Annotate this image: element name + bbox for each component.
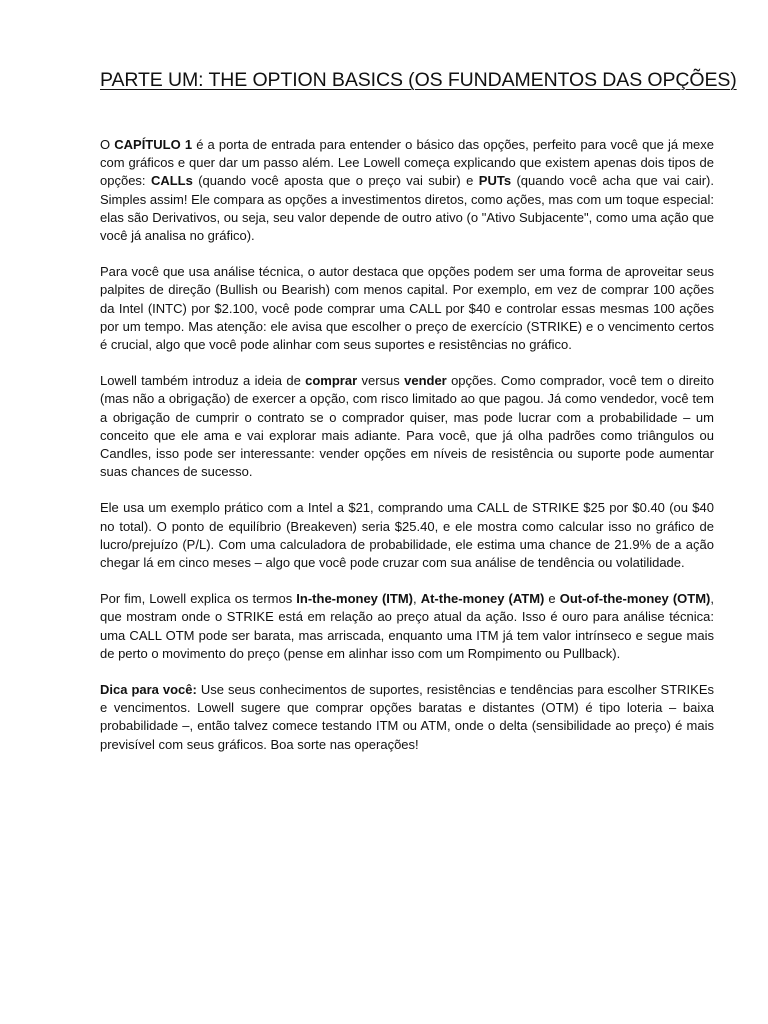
bold-term: CALLs	[150, 173, 193, 189]
text-segment: opções. Como comprador, você tem o direito (mas não a obrigação) de exercer a opção, com risco limitado ao que pagou. Já como vendedor, você tem a obrigação de cumprir o contrato se o comprador quiser, mas pode lucrar com a probabilidade – um conceito que ele ama e vai explorar mais adiante. Para você, que já olha padrões como triângulos ou Candles, isso pode ser interessante: vender opções em níveis de resistência ou suporte pode aumentar suas chances de sucesso.	[100, 373, 714, 480]
text-segment: é a porta de entrada para entender o básico das opções, perfeito para você que já mexe com gráficos e quer dar um passo além. Lee Lowell começa explicando que existem apenas dois tipos de opções:	[100, 137, 714, 189]
text-segment: Lowell também introduz a ideia de	[100, 373, 306, 389]
text-segment: (quando você aposta que o preço vai subir) e	[192, 173, 479, 189]
document-title: PARTE UM: THE OPTION BASICS (OS FUNDAMENTOS DAS OPÇÕES)	[100, 69, 737, 91]
text-segment: Para você que usa análise técnica, o autor destaca que opções podem ser uma forma de aproveitar seus palpites de direção (Bullish ou Bearish) com menos capital. Por exemplo, em vez de comprar 100 ações da Intel (INTC) por $2.100, você pode comprar uma CALL por $40 e controlar essas mesmas 100 ações por um tempo. Mas atenção: ele avisa que escolher o preço de exercício (STRIKE) e o vencimento certos é crucial, algo que você pode alinhar com seus suportes e resistências no gráfico.	[100, 264, 714, 353]
text-segment: Ele usa um exemplo prático com a Intel a $21, comprando uma CALL de STRIKE $25 por $0.40 (ou $40 no total). O ponto de equilíbrio (Breakeven) seria $25.40, e ele mostra como calcular isso no gráfico de lucro/prejuízo (P/L). Com uma calculadora de probabilidade, ele estima uma chance de 21.9% de a ação chegar lá em cinco meses – algo que você pode cruzar com sua análise de tendência ou volatilidade.	[100, 500, 714, 571]
text-segment: e	[544, 591, 560, 607]
bold-term: comprar	[305, 373, 358, 389]
document-page	[100, 66, 737, 772]
paragraph-chapter-intro	[100, 136, 714, 245]
text-segment: , que mostram onde o STRIKE está em relação ao preço atual da ação. Isso é ouro para análise técnica: uma CALL OTM pode ser barata, mas arriscada, enquanto uma ITM já tem valor intrínseco e segue mais de perto o movimento do preço (pense em alinhar isso com um Rompimento ou Pullback).	[100, 591, 714, 661]
bold-term: In-the-money (ITM)	[296, 591, 414, 607]
bold-term: PUTs	[478, 173, 512, 189]
text-segment: versus	[357, 373, 405, 389]
bold-term: CAPÍTULO 1	[114, 137, 193, 152]
text-segment: Por fim, Lowell explica os termos	[100, 591, 297, 607]
paragraph-tip	[100, 681, 714, 754]
bold-term: Dica para você:	[100, 682, 197, 698]
text-segment: (quando você acha que vai cair). Simples assim! Ele compara as opções a investimentos diretos, como ações, mas com um toque especial: elas são Derivativos, ou seja, seu valor depende de outro ativo (o "Ativo Subjacente", como uma ação que você já analisa no gráfico).	[100, 173, 714, 244]
text-segment: Use seus conhecimentos de suportes, resistências e tendências para escolher STRIKEs e vencimentos. Lowell sugere que comprar opções baratas e distantes (OTM) é tipo loteria – baixa probabilidade –, então talvez comece testando ITM ou ATM, onde o delta (sensibilidade ao preço) é mais previsível com seus gráficos. Boa sorte nas operações!	[100, 682, 714, 752]
text-segment: ,	[413, 591, 421, 607]
document-body	[100, 136, 714, 754]
bold-term: At-the-money (ATM)	[420, 591, 545, 607]
bold-term: Out-of-the-money (OTM)	[559, 591, 711, 607]
paragraph-buy-vs-sell	[100, 372, 714, 481]
text-segment: O	[100, 137, 115, 152]
bold-term: vender	[404, 373, 447, 389]
paragraph-intel-example	[100, 499, 714, 572]
paragraph-technical-analysis	[100, 263, 714, 354]
paragraph-moneyness-terms	[100, 590, 714, 663]
